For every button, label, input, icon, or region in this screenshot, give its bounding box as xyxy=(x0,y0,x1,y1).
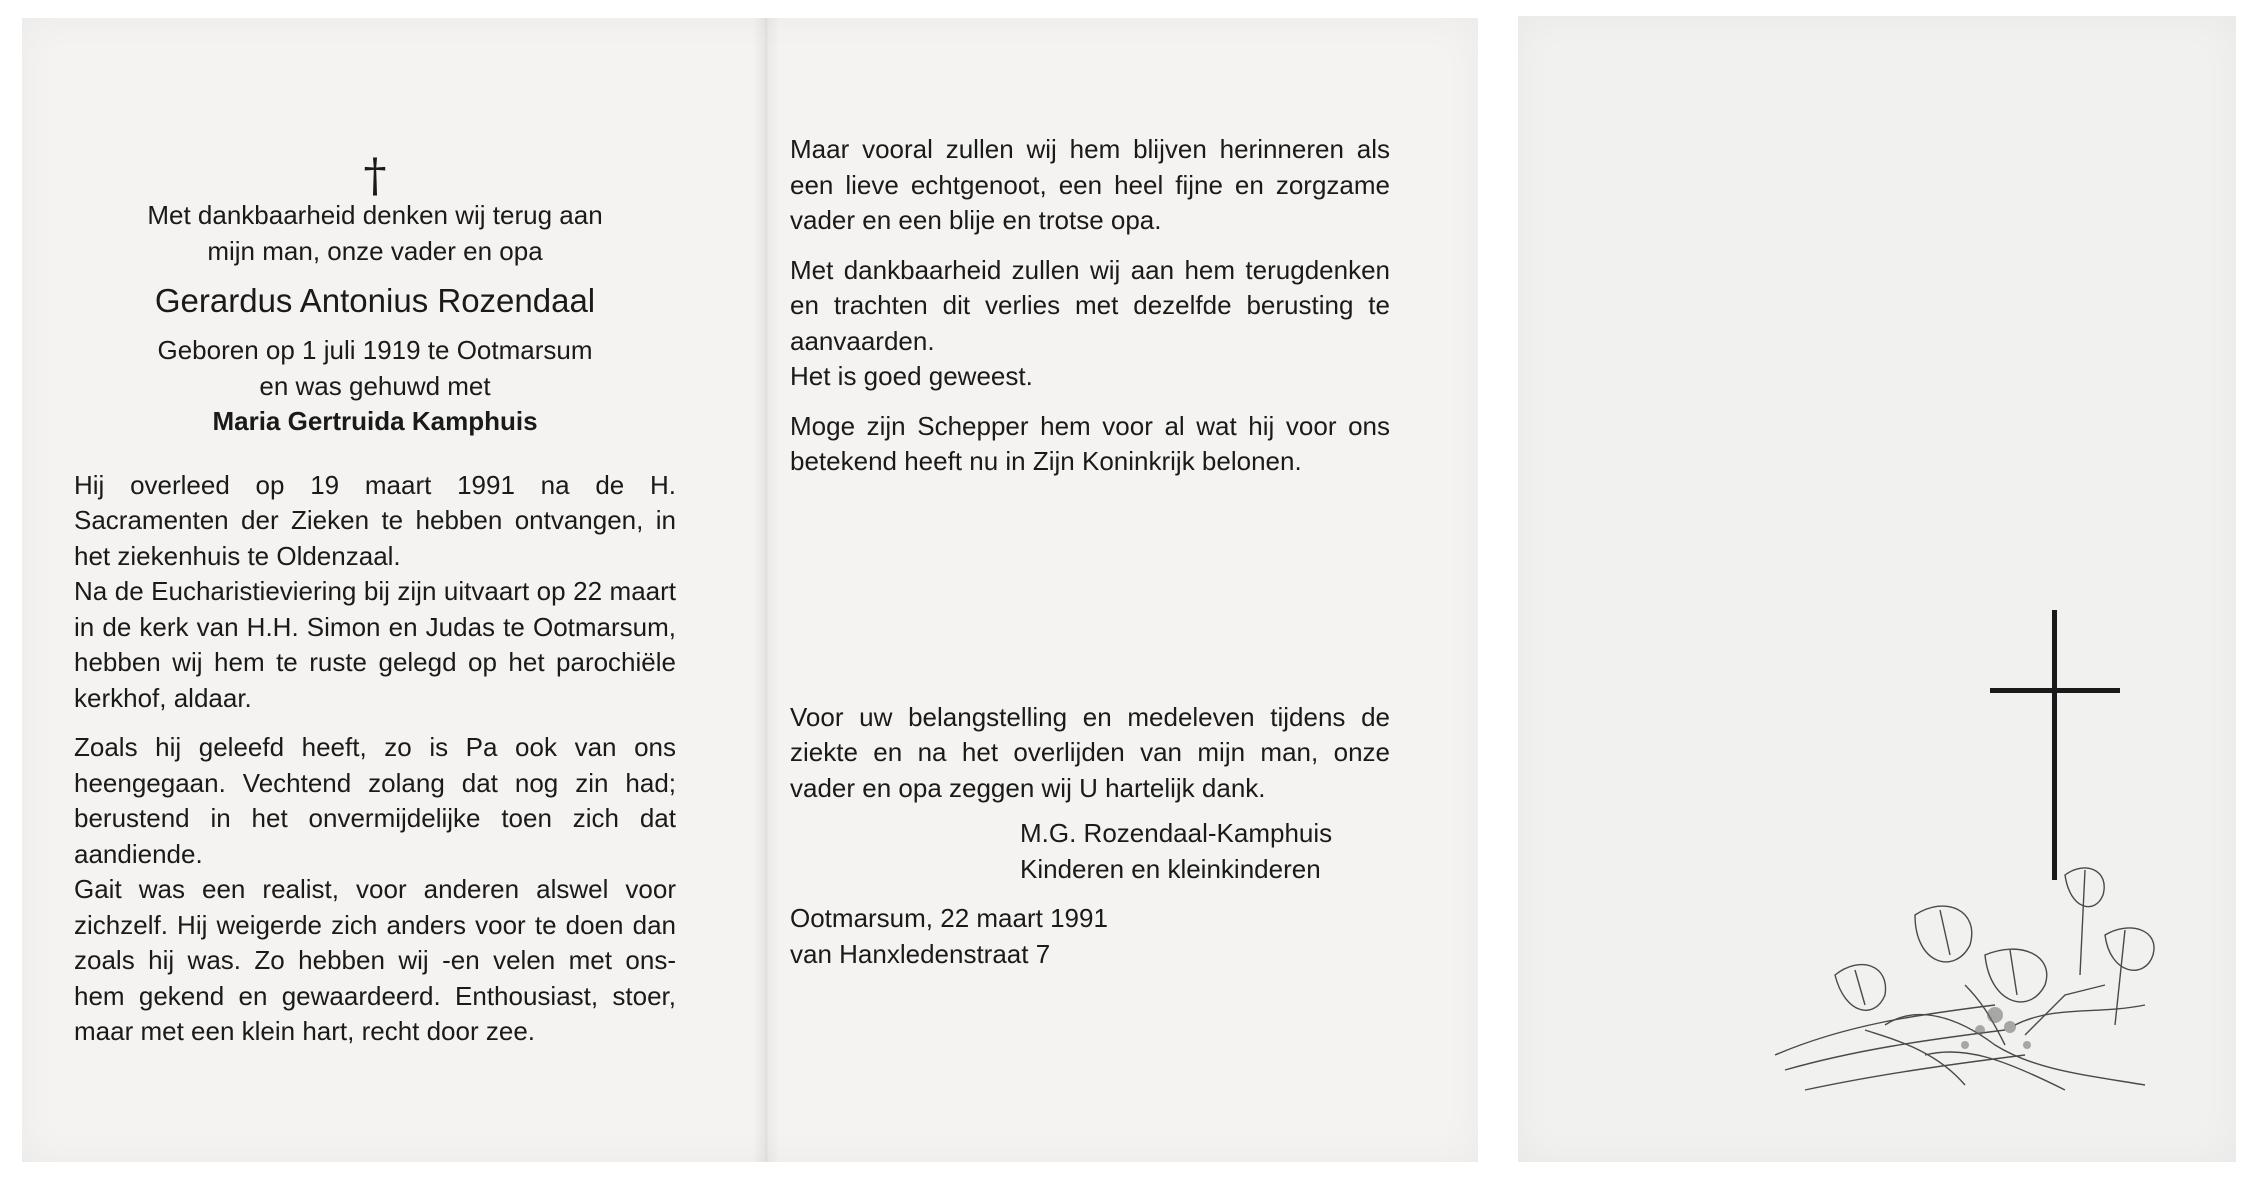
character-paragraph-1: Zoals hij geleefd heeft, zo is Pa ook van ons heengegaan. Vechtend zolang dat nog zin had; berustend in het onvermijdelijke toen zich dat aandiende. xyxy=(74,732,676,869)
lily-flowers-icon xyxy=(1765,855,2205,1125)
right-panel xyxy=(790,132,1390,972)
address: van Hanxledenstraat 7 xyxy=(790,938,1051,969)
prayer-paragraph: Moge zijn Schepper hem voor al wat hij voor ons betekend heeft nu in Zijn Koninkrijk belonen. xyxy=(790,410,1390,476)
latin-cross-icon xyxy=(1990,610,2120,880)
death-paragraph: Hij overleed op 19 maart 1991 na de H. Sacramenten der Zieken te hebben ontvangen, in het ziekenhuis te Oldenzaal. xyxy=(74,469,676,571)
character-paragraph-2: Gait was een realist, voor anderen alswel voor zichzelf. Hij weigerde zich anders voor te doen dan zoals hij was. Zo hebben wij -en velen met ons- hem gekend en gewaardeerd. Enthousiast, stoer, maar met een klein hart, recht door zee. xyxy=(74,874,676,1046)
card-fold xyxy=(752,18,780,1162)
signature-line-2: Kinderen en kleinkinderen xyxy=(1020,853,1321,884)
gratitude-paragraph: Met dankbaarheid zullen wij aan hem terugdenken en trachten dit verlies met dezelfde berusting te aanvaarden. xyxy=(790,254,1390,356)
funeral-paragraph: Na de Eucharistieviering bij zijn uitvaart op 22 maart in de kerk van H.H. Simon en Judas te Ootmarsum, hebben wij hem te ruste gelegd op het parochiële kerkhof, aldaar. xyxy=(74,576,676,713)
deceased-name: Gerardus Antonius Rozendaal xyxy=(154,282,596,319)
place-date: Ootmarsum, 22 maart 1991 xyxy=(790,903,1108,933)
intro-line-2: mijn man, onze vader en opa xyxy=(207,235,543,266)
intro-line-1: Met dankbaarheid denken wij terug aan xyxy=(147,200,603,230)
born-line: Geboren op 1 juli 1919 te Ootmarsum xyxy=(157,335,593,365)
memory-paragraph: Maar vooral zullen wij hem blijven herinneren als een lieve echtgenoot, een heel fijne en zorgzame vader en een blije en trotse opa. xyxy=(790,134,1390,235)
spouse-name: Maria Gertruida Kamphuis xyxy=(212,406,538,436)
dagger-cross-icon: † xyxy=(363,148,387,202)
it-was-good-line: Het is goed geweest. xyxy=(790,361,1033,391)
thanks-paragraph: Voor uw belangstelling en medeleven tijdens de ziekte en na het overlijden van mijn man, onze vader en opa zeggen wij U hartelijk dank. xyxy=(790,701,1390,803)
left-panel xyxy=(74,132,676,1050)
married-line: en was gehuwd met xyxy=(259,370,491,401)
signature-line-1: M.G. Rozendaal-Kamphuis xyxy=(1020,818,1333,848)
